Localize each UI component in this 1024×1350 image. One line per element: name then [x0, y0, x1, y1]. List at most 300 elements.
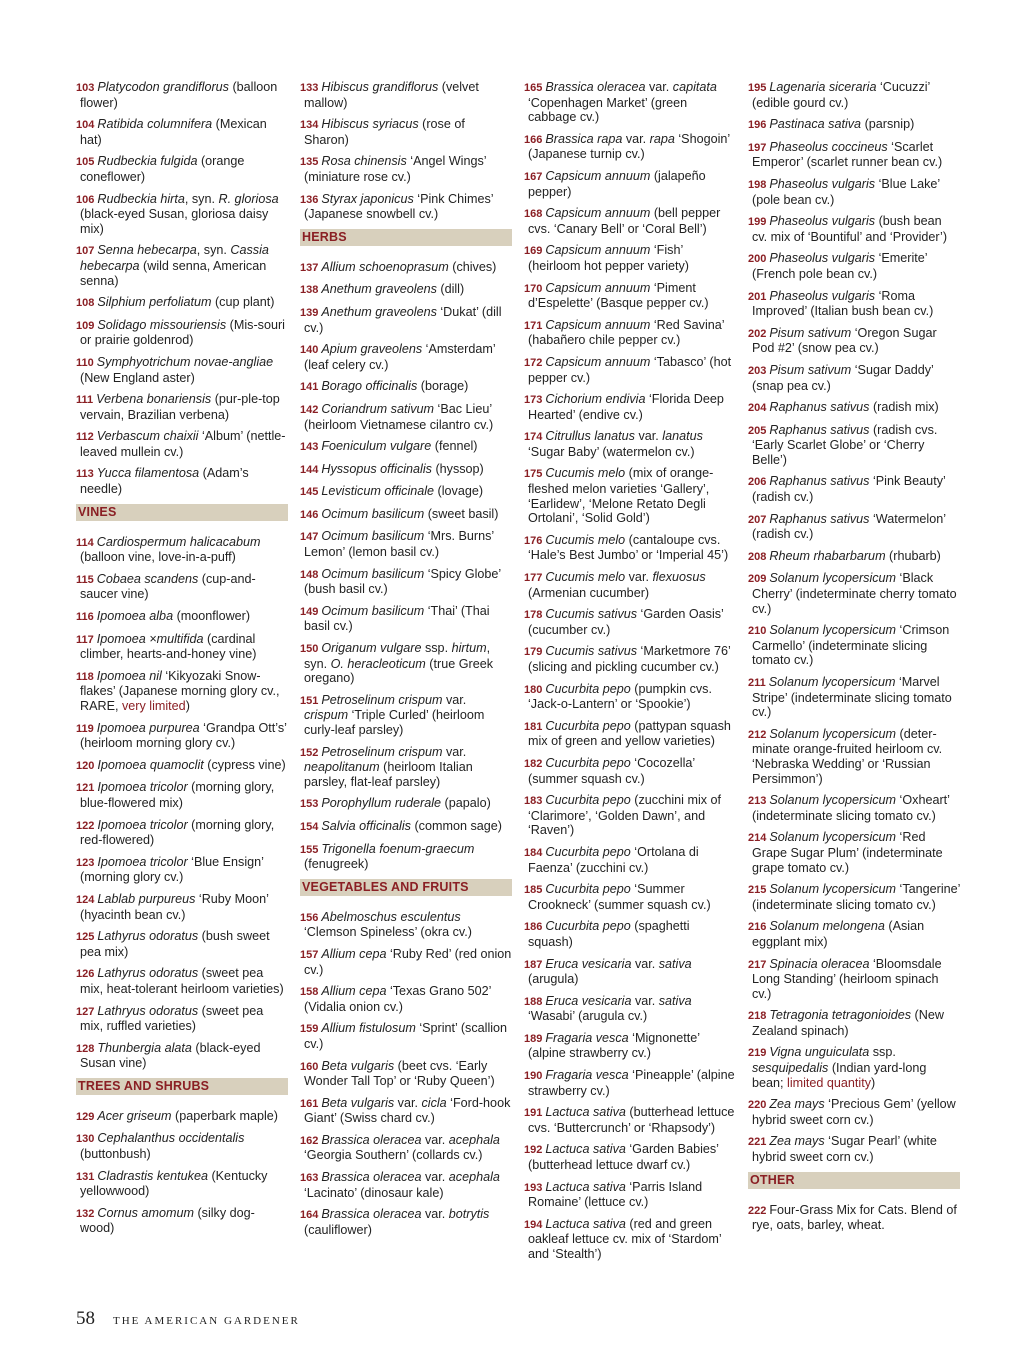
item-number: 182 [524, 757, 543, 770]
scientific-name: Ipomoea tricolor [97, 854, 188, 869]
scientific-name: Solanum lycopersicum [769, 571, 897, 586]
item-number: 119 [76, 722, 94, 735]
item-number: 205 [748, 424, 767, 437]
description-text: var. [631, 956, 659, 971]
description-text: var. [421, 1170, 449, 1185]
description-text: (balloon flower) [80, 80, 278, 110]
item-number: 191 [524, 1107, 543, 1120]
seed-list-item [76, 1131, 288, 1161]
description-text: var. [631, 993, 659, 1008]
description-text: (zucchini mix of ‘Clarimore’, ‘Golden Dawn’, and ‘Raven’) [528, 793, 722, 838]
item-number: 149 [300, 605, 319, 618]
description-text: (moonflower) [173, 609, 251, 624]
description-text: ‘Ortolana di Faenza’ (zucchini cv.) [528, 844, 699, 875]
item-number: 154 [300, 820, 319, 833]
seed-list-item [300, 796, 512, 812]
item-number: 184 [524, 846, 543, 859]
description-text: (common sage) [410, 818, 502, 833]
item-number: 118 [76, 670, 94, 683]
description-text: (bush sweet pea mix) [80, 929, 270, 959]
item-number: 193 [524, 1181, 543, 1194]
seed-list-item [300, 282, 512, 298]
scientific-name: Raphanus sativus [769, 511, 870, 526]
item-number: 168 [524, 208, 543, 221]
item-number: 151 [300, 694, 319, 707]
column-1 [76, 80, 288, 1243]
page-number: 58 [76, 1308, 95, 1329]
description-text: ‘Tangerine’ (indeterminate slicing tomato cv.) [752, 882, 961, 912]
description-text: (cauliflower) [304, 1222, 372, 1237]
item-number: 211 [748, 677, 766, 689]
item-number: 132 [76, 1207, 95, 1220]
item-number: 136 [300, 193, 319, 206]
scientific-name: Abelmoschus esculentus [321, 909, 461, 924]
description-text: (sweet basil) [424, 506, 499, 521]
item-number: 203 [748, 364, 767, 377]
column-4 [748, 80, 960, 1240]
scientific-name: Lactuca sativa [545, 1179, 626, 1194]
seed-list-item [524, 882, 736, 912]
description-text: ‘Watermelon’ (radish cv.) [752, 511, 946, 542]
description-text: (cup-and-saucer vine) [80, 571, 256, 602]
item-number: 164 [300, 1209, 319, 1222]
scientific-name: Ipomoea alba [96, 609, 174, 624]
item-number: 192 [524, 1144, 543, 1157]
seed-list-item [300, 745, 512, 790]
scientific-name: Symphyotrichum novae-angliae [96, 354, 274, 369]
page-footer [76, 1308, 300, 1330]
availability-note: limited quantity [787, 1075, 872, 1090]
description-text: Four-Grass Mix for Cats. Blend of rye, oats, barley, wheat. [752, 1202, 957, 1233]
description-text: (pumpkin cvs. ‘Jack-o-Lantern’ or ‘Spookie’) [528, 681, 712, 712]
description-text: ‘Blue Ensign’ (morning glory cv.) [80, 854, 264, 885]
seed-list-item [76, 892, 288, 922]
item-number: 200 [748, 253, 767, 266]
seed-list-item [524, 533, 736, 563]
item-number: 122 [76, 819, 95, 832]
seed-list-item [748, 623, 960, 668]
item-number: 150 [300, 643, 319, 656]
seed-list-item [76, 535, 288, 565]
seed-list-item [524, 570, 736, 600]
scientific-name: Lactuca sativa [545, 1142, 626, 1157]
scientific-name: Hibiscus grandiflorus [321, 80, 439, 94]
seed-list-item [300, 1207, 512, 1237]
item-number: 135 [300, 156, 319, 169]
scientific-name: Lactuca sativa [545, 1216, 626, 1231]
seed-list-item [748, 140, 960, 170]
item-number: 131 [76, 1170, 95, 1183]
item-number: 114 [76, 536, 94, 549]
description-text: ‘Thai’ (Thai basil cv.) [304, 603, 490, 634]
item-number: 144 [300, 463, 319, 476]
item-number: 152 [300, 746, 319, 759]
seed-list-item [76, 192, 288, 237]
seed-list-item [300, 641, 512, 686]
scientific-name: Cucurbita pepo [545, 844, 631, 859]
scientific-name: Cucumis melo [545, 466, 626, 481]
description-text: (cypress vine) [203, 757, 286, 772]
seed-list-item [524, 392, 736, 422]
seed-list-item [748, 326, 960, 356]
scientific-name: botrytis [448, 1207, 490, 1222]
item-number: 160 [300, 1060, 319, 1073]
scientific-name: R. gloriosa [218, 191, 279, 206]
scientific-name: Verbascum chaixii [96, 429, 199, 444]
description-text: ‘Pink Chimes’ (Japanese snowbell cv.) [304, 191, 494, 222]
item-number: 185 [524, 884, 543, 897]
seed-list-item [300, 947, 512, 977]
seed-list-item [76, 117, 288, 147]
scientific-name: Allium cepa [321, 984, 387, 999]
seed-list-item [300, 484, 512, 500]
description-text: ‘Bloomsdale Long Standing’ (heirloom spinach cv.) [752, 956, 942, 1001]
description-text: ‘Ruby Red’ (red onion cv.) [304, 946, 512, 977]
section-heading: HERBS [300, 229, 512, 246]
description-text: ‘Sugar Baby’ (watermelon cv.) [528, 444, 695, 459]
description-text: ‘Mignonette’ (alpine strawberry cv.) [528, 1030, 700, 1061]
scientific-name: Ipomoea nil [96, 668, 162, 683]
item-number: 176 [524, 534, 543, 547]
seed-list-item [76, 572, 288, 602]
description-text: (arugula) [528, 972, 579, 987]
scientific-name: Rheum rhabarbarum [769, 548, 886, 563]
item-number: 165 [524, 82, 543, 94]
description-text: ‘Sugar Pearl’ (white hybrid sweet corn cv.) [752, 1134, 937, 1165]
item-number: 157 [300, 948, 319, 961]
description-text: (black-eyed Susan vine) [80, 1040, 261, 1071]
description-text: ‘Spicy Globe’ (bush basil cv.) [304, 566, 501, 597]
description-text: ‘Pink Beauty’ (radish cv.) [752, 474, 946, 505]
item-number: 188 [524, 995, 543, 1008]
item-number: 120 [76, 759, 95, 772]
scientific-name: Hyssopus officinalis [321, 461, 432, 476]
seed-list-item [524, 919, 736, 949]
seed-list-item [524, 169, 736, 199]
description-text: ‘Angel Wings’ (miniature rose cv.) [304, 154, 487, 184]
seed-list-item [300, 984, 512, 1014]
description-text: (morning glory, red-flowered) [80, 817, 275, 848]
description-text: var. [625, 570, 653, 585]
item-number: 133 [300, 82, 319, 94]
description-text: ‘Oregon Sugar Pod #2’ (snow pea cv.) [752, 325, 937, 356]
scientific-name: Lathyrus odoratus [97, 929, 199, 944]
seed-list-item [748, 512, 960, 542]
scientific-name: Solanum lycopersicum [769, 793, 897, 808]
seed-list-item [300, 439, 512, 455]
item-number: 199 [748, 216, 767, 229]
description-text: (paperbark maple) [171, 1108, 278, 1123]
seed-list-item [524, 1105, 736, 1135]
scientific-name: Thunbergia alata [97, 1040, 192, 1055]
seed-list-item [748, 1097, 960, 1127]
description-text: (Armenian cucumber) [528, 585, 650, 600]
item-number: 116 [76, 611, 94, 624]
scientific-name: Rudbeckia fulgida [97, 154, 198, 169]
item-number: 221 [748, 1136, 767, 1149]
section-heading: OTHER [748, 1172, 960, 1189]
description-text: (cardinal climber, hearts-and-honey vine) [80, 631, 257, 662]
description-text: ‘Precious Gem’ (yellow hybrid sweet corn cv.) [752, 1097, 956, 1127]
seed-list-item [524, 318, 736, 348]
scientific-name: Beta vulgaris [321, 1058, 395, 1073]
description-text: (dill) [436, 282, 465, 297]
availability-note: very limited [122, 699, 186, 713]
description-text: (Adam’s needle) [80, 466, 249, 497]
item-number: 169 [524, 245, 543, 258]
description-text: ‘Kikyozaki Snow-flakes’ (Japanese morning glory cv., RARE, [80, 668, 280, 713]
description-text: (Mis-souri or prairie goldenrod) [80, 317, 285, 348]
scientific-name: Raphanus sativus [769, 422, 870, 437]
description-text: var. [421, 1132, 449, 1147]
column-3 [524, 80, 736, 1269]
scientific-name: Verbena bonariensis [96, 392, 212, 407]
seed-list-item [76, 80, 288, 110]
description-text: ssp. [421, 641, 452, 656]
seed-list-item [748, 882, 960, 912]
seed-list-item [76, 355, 288, 385]
scientific-name: capitata [672, 80, 717, 94]
seed-list-item [524, 1180, 736, 1210]
scientific-name: Cucumis sativus [545, 607, 638, 622]
scientific-name: Fragaria vesca [545, 1068, 629, 1083]
seed-list-item [748, 289, 960, 319]
scientific-name: Brassica oleracea [321, 1132, 422, 1147]
description-text: (beet cvs. ‘Early Wonder Tall Top’ or ‘Ruby Queen’) [304, 1058, 495, 1089]
seed-list-item [524, 80, 736, 125]
description-text: (rose of Sharon) [304, 117, 465, 147]
scientific-name: acephala [448, 1132, 500, 1147]
scientific-name: Lactuca sativa [545, 1105, 626, 1120]
item-number: 111 [76, 394, 94, 407]
description-text: (orange coneflower) [80, 154, 245, 184]
seed-list-item [76, 855, 288, 885]
seed-list-item [76, 669, 288, 714]
seed-list-item [76, 1004, 288, 1034]
scientific-name: Brassica rapa [545, 131, 623, 146]
item-number: 207 [748, 513, 767, 526]
scientific-name: Cucurbita pepo [545, 882, 631, 897]
seed-list-item [76, 154, 288, 184]
item-number: 148 [300, 568, 319, 581]
scientific-name: Allium fistulosum [321, 1021, 416, 1036]
seed-list-item [748, 919, 960, 949]
scientific-name: sativa [658, 956, 692, 971]
item-number: 134 [300, 119, 319, 132]
description-text: ‘Marvel Stripe’ (indeterminate slicing tomato cv.) [752, 675, 952, 720]
seed-list-item [748, 957, 960, 1002]
item-number: 172 [524, 356, 543, 369]
item-number: 166 [524, 133, 543, 146]
description-text: (parsnip) [861, 117, 915, 132]
seed-list-item [76, 721, 288, 751]
description-text: ‘Shogoin’ (Japanese turnip cv.) [528, 131, 730, 162]
description-text: var. [645, 80, 673, 94]
scientific-name: Petroselinum crispum [321, 744, 443, 759]
scientific-name: Capsicum annuum [545, 280, 651, 295]
description-text: (fenugreek) [304, 857, 369, 872]
item-number: 107 [76, 245, 95, 258]
scientific-name: Borago officinalis [321, 379, 418, 394]
scientific-name: Anethum graveolens [321, 282, 437, 297]
description-text: (New Zealand spinach) [752, 1008, 944, 1038]
description-text: ‘Garden Babies’ (butterhead lettuce dwarf cv.) [528, 1142, 719, 1173]
scientific-name: Lablab purpureus [97, 891, 196, 906]
description-text: , syn. [304, 641, 491, 671]
scientific-name: Phaseolus vulgaris [769, 176, 876, 191]
scientific-name: Solanum lycopersicum [769, 830, 897, 845]
seed-list-item [524, 1142, 736, 1172]
seed-list-item [76, 780, 288, 810]
seed-list-item [748, 830, 960, 875]
scientific-name: Anethum graveolens [321, 304, 437, 319]
seed-list-item [748, 117, 960, 133]
item-number: 137 [300, 261, 319, 274]
seed-list-item [524, 355, 736, 385]
publication-title: THE AMERICAN GARDENER [113, 1315, 300, 1327]
item-number: 128 [76, 1042, 95, 1055]
seed-list-item [300, 1133, 512, 1163]
seed-list-item [524, 281, 736, 311]
scientific-name: Cucumis melo [545, 532, 626, 547]
seed-list-item [76, 632, 288, 662]
description-text: ‘Oxheart’ (indeterminate slicing tomato cv.) [752, 793, 950, 823]
description-text: (pattypan squash mix of green and yellow varieties) [528, 718, 731, 749]
scientific-name: Origanum vulgare [321, 641, 422, 656]
scientific-name: Solanum lycopersicum [769, 726, 897, 741]
scientific-name: Raphanus sativus [769, 400, 870, 415]
scientific-name: acephala [448, 1170, 500, 1185]
description-text: (true Greek oregano) [304, 656, 493, 686]
scientific-name: lanatus [662, 429, 703, 444]
scientific-name: Raphanus sativus [769, 474, 870, 489]
item-number: 208 [748, 550, 767, 563]
seed-list-item [524, 132, 736, 162]
scientific-name: Petroselinum crispum [321, 692, 443, 707]
seed-list-item [524, 644, 736, 674]
section-heading: VEGETABLES AND FRUITS [300, 879, 512, 896]
scientific-name: Levisticum officinale [321, 484, 435, 499]
scientific-name: Solanum lycopersicum [769, 882, 897, 897]
seed-list-item [300, 154, 512, 184]
seed-list-item [524, 1217, 736, 1262]
description-text: , syn. [184, 191, 219, 206]
item-number: 178 [524, 609, 543, 622]
description-text: ‘Bac Lieu’ (heirloom Vietnamese cilantro cv.) [304, 401, 494, 432]
item-number: 103 [76, 82, 95, 94]
description-text: (black-eyed Susan, gloriosa daisy mix) [80, 207, 269, 236]
scientific-name: Phaseolus vulgaris [769, 214, 876, 229]
description-text: (mix of orange-fleshed melon varieties ‘Gallery’, ‘Earlidew’, ‘Melone Retato Degli Ortolani’, ‘Solid Gold’) [528, 466, 714, 526]
seed-list-item [748, 571, 960, 616]
description-text: (chives) [448, 259, 497, 274]
seed-list-item [76, 1169, 288, 1199]
item-number: 142 [300, 403, 319, 416]
description-text: (silky dog-wood) [80, 1205, 255, 1236]
scientific-name: Fragaria vesca [545, 1030, 629, 1045]
scientific-name: Lagenaria siceraria [769, 80, 877, 94]
item-number: 167 [524, 170, 543, 183]
scientific-name: Pisum sativum [769, 325, 852, 340]
seed-list-item [748, 1045, 960, 1090]
scientific-name: Cucurbita pepo [545, 681, 631, 696]
item-number: 186 [524, 921, 543, 934]
scientific-name: crispum [304, 708, 349, 723]
item-number: 217 [748, 958, 767, 971]
seed-list-item [748, 727, 960, 786]
scientific-name: Capsicum annuum [545, 243, 651, 258]
scientific-name: Porophyllum ruderale [321, 796, 442, 811]
item-number: 198 [748, 178, 767, 191]
description-text: ‘Ford-hook Giant’ (Swiss chard cv.) [304, 1095, 511, 1126]
description-text: ‘Florida Deep Hearted’ (endive cv.) [528, 392, 724, 422]
description-text: ‘Ruby Moon’ (hyacinth bean cv.) [80, 891, 269, 922]
seed-list-item [748, 474, 960, 504]
scientific-name: Yucca filamentosa [96, 466, 200, 481]
scientific-name: Cornus amomum [97, 1205, 194, 1220]
description-text: var. [442, 692, 467, 707]
scientific-name: Rosa chinensis [321, 154, 407, 169]
item-number: 106 [76, 193, 95, 206]
item-number: 108 [76, 297, 95, 310]
scientific-name: Hibiscus syriacus [321, 117, 419, 132]
scientific-name: Rudbeckia hirta [97, 191, 185, 206]
seed-list-item [300, 910, 512, 940]
scientific-name: Cucurbita pepo [545, 718, 631, 733]
scientific-name: Capsicum annuum [545, 317, 651, 332]
scientific-name: Cladrastis kentukea [97, 1168, 208, 1183]
scientific-name: Lathyrus odoratus [97, 966, 199, 981]
scientific-name: Solanum lycopersicum [769, 623, 897, 638]
seed-list-item [748, 1008, 960, 1038]
item-number: 216 [748, 921, 767, 934]
item-number: 143 [300, 441, 319, 454]
seed-list-item [524, 957, 736, 987]
description-text: (balloon vine, love-in-a-puff) [80, 550, 236, 565]
item-number: 145 [300, 486, 319, 499]
scientific-name: Salvia officinalis [321, 818, 411, 833]
description-text: ‘Blue Lake’ (pole bean cv.) [752, 176, 940, 207]
item-number: 125 [76, 931, 95, 944]
description-text: (Kentucky yellowwood) [80, 1168, 268, 1199]
scientific-name: Ocimum basilicum [321, 566, 425, 581]
scientific-name: O. heracleoticum [330, 656, 426, 671]
seed-list-item [524, 243, 736, 273]
scientific-name: Trigonella foenum-graecum [321, 841, 475, 856]
item-number: 147 [300, 531, 319, 544]
description-text: ‘Clemson Spineless’ (okra cv.) [304, 925, 472, 940]
seed-list-item [76, 295, 288, 311]
description-text: ‘Dukat’ (dill cv.) [304, 304, 502, 335]
scientific-name: Apium graveolens [321, 342, 423, 357]
scientific-name: Beta vulgaris [321, 1095, 395, 1110]
seed-list-item [524, 429, 736, 459]
item-number: 163 [300, 1172, 319, 1185]
description-text: (deter-minate orange-fruited heirloom cv. ‘Nebraska Wedding’ or ‘Russian Persimmon’) [752, 726, 943, 786]
seed-list-item [748, 549, 960, 565]
description-text: ‘Album’ (nettle-leaved mullein cv.) [80, 429, 286, 459]
description-text: ‘Sugar Daddy’ (snap pea cv.) [752, 362, 934, 393]
item-number: 140 [300, 344, 319, 357]
description-text: (borage) [417, 379, 469, 394]
seed-list-item [524, 719, 736, 749]
scientific-name: hirtum [451, 641, 487, 656]
seed-list-item [748, 251, 960, 281]
item-number: 171 [524, 319, 543, 332]
scientific-name: Brassica oleracea [321, 1207, 422, 1222]
item-number: 220 [748, 1099, 767, 1112]
description-text: ) [871, 1075, 876, 1090]
